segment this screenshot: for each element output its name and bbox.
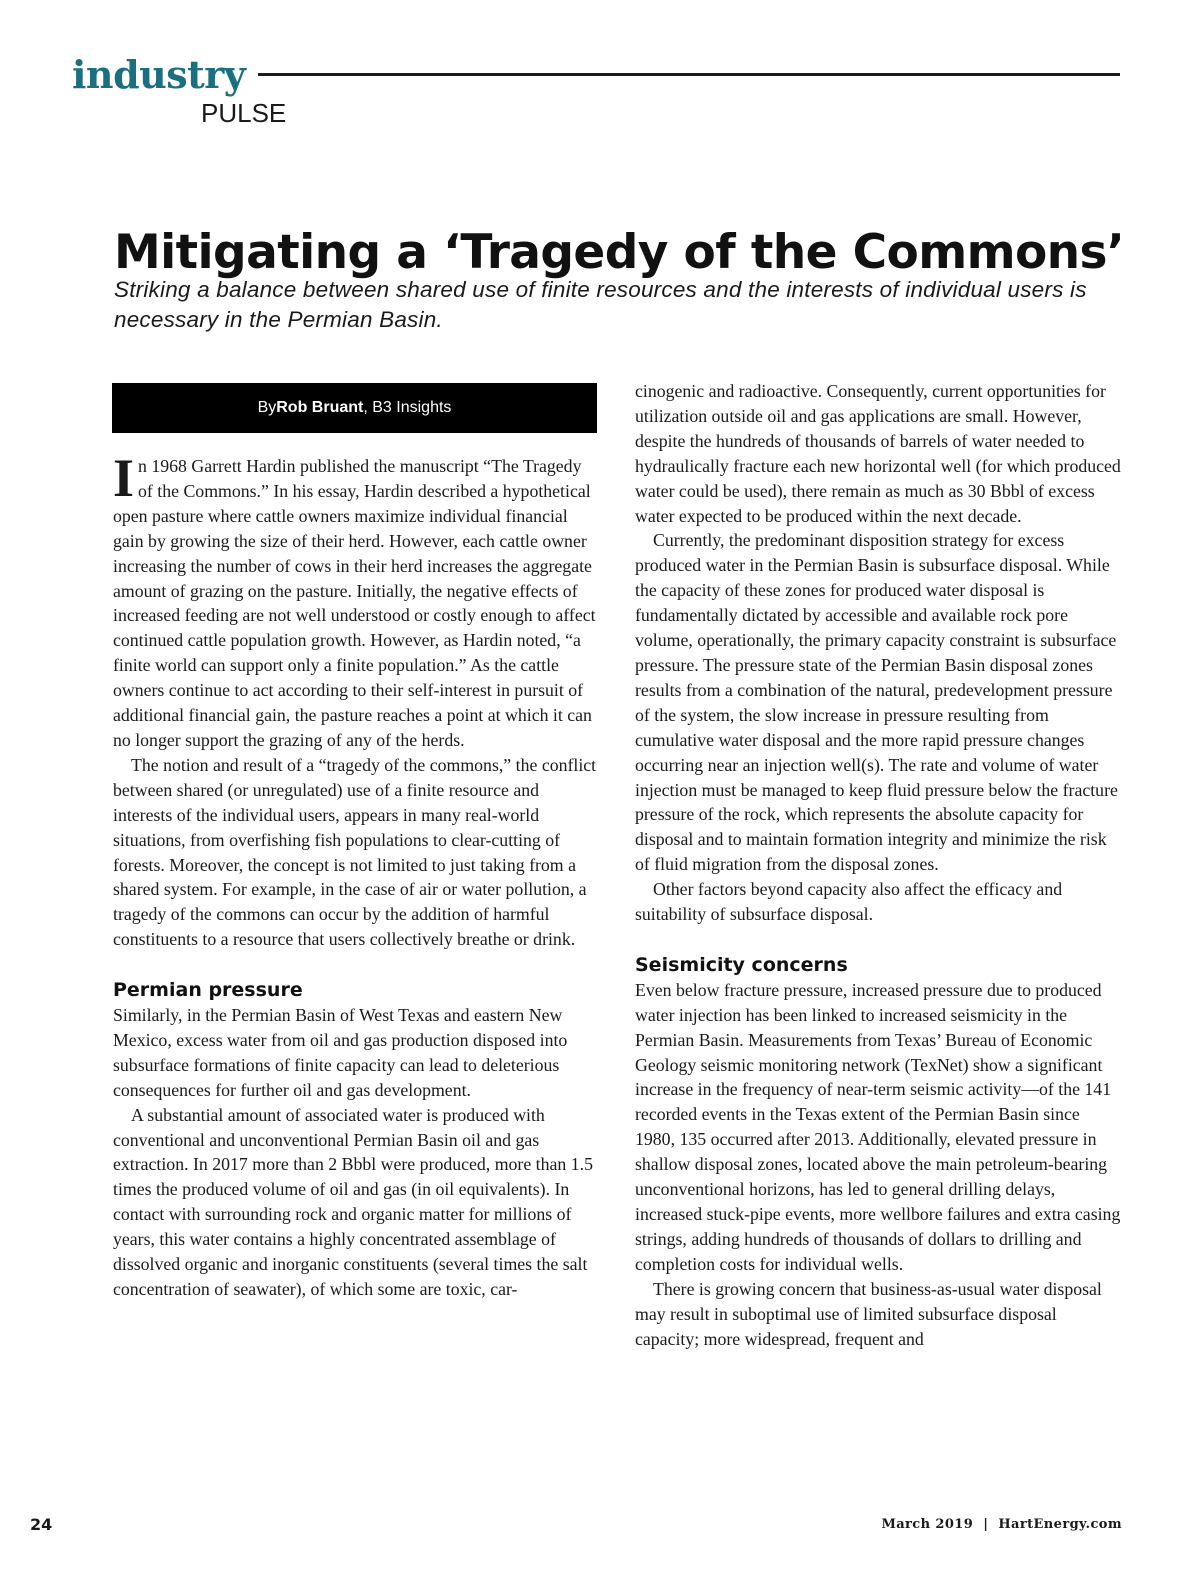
paragraph <box>113 448 599 753</box>
right-column <box>635 379 1123 1351</box>
footer-credit <box>881 1517 1122 1532</box>
paragraph: Other factors beyond capacity also affect the efficacy and suitability of subsurface disposal. <box>635 879 1063 925</box>
byline-bar <box>112 383 597 433</box>
site-link[interactable]: HartEnergy.com <box>998 1517 1122 1532</box>
paragraph: cinogenic and radioactive. Consequently, current opportunities for utilization outside oil and gas applications are small. However, despite the hundreds of thousands of barrels of water needed to hydraulically fracture each new horizontal well (for which produced water could be used), there remain as much as 30 Bbbl of excess water expected to be produced within the next decade. <box>635 381 1121 526</box>
paragraph: Even below fracture pressure, increased pressure due to produced water injection has been linked to increased seismicity in the Permian Basin. Measurements from Texas’ Bureau of Economic Geology seismic monitoring network (TexNet) show a significant increase in the frequency of near-term seismic activity—of the 141 recorded events in the Texas extent of the Permian Basin since 1980, 135 occurred after 2013. Additionally, elevated pressure in shallow disposal zones, located above the main petroleum-bearing unconventional horizons, has led to general drilling delays, increased stuck-pipe events, more wellbore failures and extra casing strings, adding hundreds of thousands of dollars to drilling and completion costs for individual wells. <box>635 979 1121 1274</box>
paragraph-text: n 1968 Garrett Hardin published the manuscript “The Tragedy of the Commons.” In his essay, Hardin described a hypothetical open pasture where cattle owners maximize individual financial gain by growing the size of their herd. However, each cattle owner increasing the number of cows in their herd increases the aggregate amount of grazing on the pasture. Initially, the negative effects of increased feeding are not well understood or costly enough to affect continued cattle population growth. However, as Hardin noted, “a finite world can support only a finite population.” As the cattle owners continue to act according to their self-interest in pursuit of additional financial gain, the pasture reaches a point at which it can no longer support the grazing of any of the herds. <box>113 456 596 750</box>
section-heading: Seismicity concerns <box>635 953 848 976</box>
article-deck: Striking a balance between shared use of finite resources and the interests of individual users is necessary in the Permian Basin. <box>114 277 1087 332</box>
page-number: 24 <box>30 1515 53 1534</box>
drop-cap: I <box>113 448 135 508</box>
paragraph: There is growing concern that business-as-usual water disposal may result in suboptimal use of limited subsurface disposal capacity; more widespread, frequent and <box>635 1278 1102 1349</box>
left-column <box>113 448 599 1302</box>
article-title: Mitigating a ‘Tragedy of the Commons’ <box>114 225 1125 281</box>
section-heading: Permian pressure <box>113 979 303 1002</box>
byline-author: Rob Bruant <box>276 399 364 416</box>
paragraph: The notion and result of a “tragedy of the commons,” the conflict between shared (or unregulated) use of a finite resource and interests of the individual users, appears in many real-world situations, from overfishing fish populations to clear-cutting of forests. Moreover, the concept is not limited to just taking from a shared system. For example, in the case of air or water pollution, a tragedy of the commons can occur by the addition of harmful constituents to a resource that users collectively breathe or drink. <box>113 754 597 950</box>
byline-prefix: By <box>257 399 277 416</box>
header-rule <box>258 73 1120 76</box>
section-brand: industry <box>72 52 246 97</box>
paragraph: Similarly, in the Permian Basin of West Texas and eastern New Mexico, excess water from oil and gas production disposed into subsurface formations of finite capacity can lead to deleterious consequences for further oil and gas development. <box>113 1005 568 1100</box>
issue-date: March 2019 <box>881 1517 974 1532</box>
section-subtitle: PULSE <box>201 98 287 128</box>
paragraph: Currently, the predominant disposition strategy for excess produced water in the Permian Basin is subsurface disposal. While the capacity of these zones for produced water disposal is fundamentally dictated by accessible and available rock pore volume, operationally, the primary capacity constraint is subsurface pressure. The pressure state of the Permian Basin disposal zones results from a combination of the natural, predevelopment pressure of the system, the slow increase in pressure resulting from cumulative water disposal and the more rapid pressure changes occurring near an injection well(s). The rate and volume of water injection must be managed to keep fluid pressure below the fracture pressure of the rock, which represents the absolute capacity for disposal and to maintain formation integrity and minimize the risk of fluid migration from the disposal zones. <box>635 530 1118 875</box>
paragraph: A substantial amount of associated water is produced with conventional and unconventional Permian Basin oil and gas extraction. In 2017 more than 2 Bbbl were produced, more than 1.5 times the produced volume of oil and gas (in oil equivalents). In contact with surrounding rock and organic matter for millions of years, this water contains a highly concentrated assemblage of dissolved organic and inorganic constituents (several times the salt concentration of seawater), of which some are toxic, car- <box>113 1104 593 1299</box>
footer-separator: | <box>983 1517 989 1532</box>
byline-affiliation: , B3 Insights <box>363 399 452 416</box>
